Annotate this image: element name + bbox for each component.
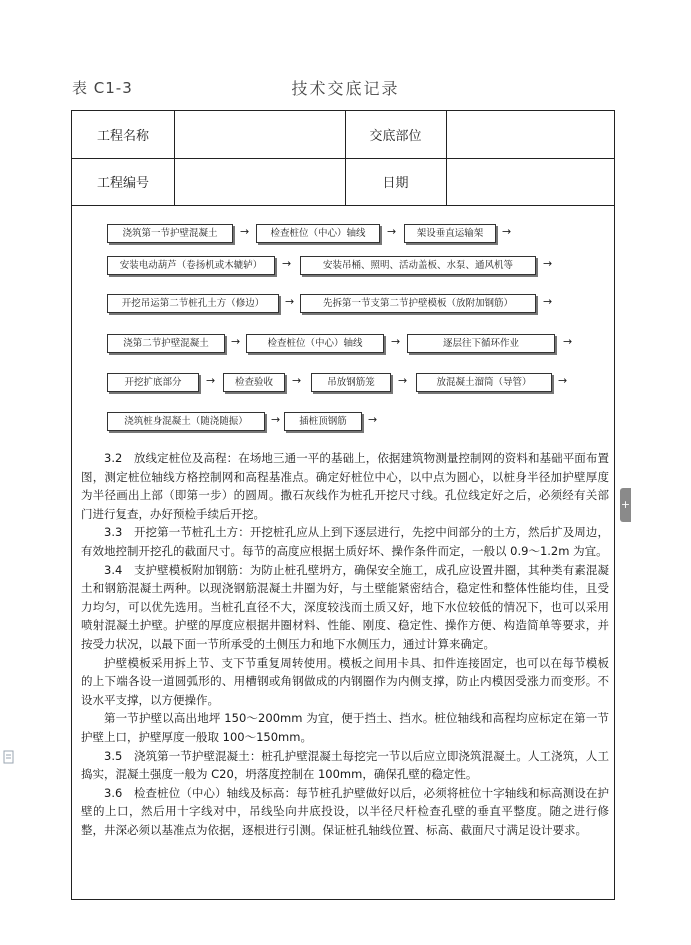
flow-arrow-icon: →	[398, 374, 408, 387]
paragraph-first-ring: 第一节护壁以高出地坪 150～200mm 为宜，便于挡土、挡水。桩位轴线和高程均应标定在第一节护壁上口，护壁厚度一般取 100～150mm。	[81, 711, 609, 744]
flow-arrow-icon: →	[282, 257, 292, 270]
flow-step: 浇筑桩身混凝土（随浇随振）	[107, 412, 265, 431]
flow-step: 放混凝土溜筒（导管）	[416, 373, 552, 392]
flow-step: 插桩顶钢筋	[284, 412, 362, 431]
flow-step: 安装吊桶、照明、活动盖板、水泵、通风机等	[300, 256, 536, 275]
flow-arrow-icon: →	[563, 335, 573, 348]
flow-arrow-icon: →	[387, 225, 397, 238]
flow-step: 浇第二节护壁混凝土	[107, 334, 225, 353]
flow-step: 安装电动葫芦（卷扬机或木辘轳）	[107, 256, 275, 275]
flow-step: 检查桩位（中心）轴线	[256, 224, 380, 243]
flow-arrow-icon: →	[502, 225, 512, 238]
project-name-label: 工程名称	[96, 129, 149, 144]
paragraph-3-6: 3.6 检查桩位（中心）轴线及标高：每节桩孔护壁做好以后，必须将桩位十字轴线和标高测设在护壁的上口，然后用十字线对中，吊线坠向井底投设，以半径尺杆检查孔壁的垂直平整度。随之进行修整，井深必须以基准点为依据，逐根进行引测。保证桩孔轴线位置、标高、截面尺寸满足设计要求。	[81, 785, 609, 837]
handover-content	[81, 449, 609, 839]
flow-step: 架设垂直运输架	[404, 224, 496, 243]
paragraph-3-3: 3.3 开挖第一节桩孔土方：开挖桩孔应从上到下逐层进行，先挖中间部分的土方，然后扩及周边，有效地控制开挖孔的截面尺寸。每节的高度应根据土质好坏、操作条件而定，一般以 0.9～1.2m 为宜。	[81, 525, 609, 558]
flow-arrow-icon: →	[543, 295, 553, 308]
form-code: 表 C1-3	[72, 79, 133, 97]
flow-arrow-icon: →	[368, 413, 378, 426]
paragraph-formwork: 护壁模板采用拆上节、支下节重复周转使用。模板之间用卡具、扣件连接固定，也可以在每节模板的上下端各设一道圆弧形的、用槽钢或角钢做成的内钢圈作为内侧支撑，防止内模因受涨力而变形。不设水平支撑，以方便操作。	[81, 655, 609, 707]
flow-arrow-icon: →	[543, 257, 553, 270]
flow-arrow-icon: →	[558, 374, 568, 387]
flow-arrow-icon: →	[206, 374, 216, 387]
flow-step: 吊放钢筋笼	[311, 373, 391, 392]
paragraph-3-4: 3.4 支护壁模板附加钢筋：为防止桩孔壁坍方，确保安全施工，成孔应设置井圈，其种类有素混凝土和钢筋混凝土两种。以现浇钢筋混凝土井圈为好，与土壁能紧密结合，稳定性和整体性能均佳，且受力均匀，可以优先选用。当桩孔直径不大，深度较浅而土质又好，地下水位较低的情况下，也可以采用喷射混凝土护壁。护壁的厚度应根据井圈材料、性能、刚度、稳定性、操作方便、构造简单等要求，并按受力状况，以最下面一节所承受的土侧压力和地下水侧压力，通过计算来确定。	[81, 562, 609, 651]
flow-step: 逐层往下循环作业	[407, 334, 555, 353]
paragraph-3-5: 3.5 浇筑第一节护壁混凝土：桩孔护壁混凝土每挖完一节以后应立即浇筑混凝土。人工浇筑，人工捣实，混凝土强度一般为 C20，坍落度控制在 100mm，确保孔壁的稳定性。	[81, 748, 609, 782]
project-number-label: 工程编号	[96, 176, 149, 191]
page-title: 技术交底记录	[291, 79, 400, 98]
flow-arrow-icon: →	[240, 225, 250, 238]
flow-arrow-icon: →	[285, 295, 295, 308]
flow-step: 检查验收	[223, 373, 285, 392]
flow-arrow-icon: →	[271, 413, 281, 426]
flow-step: 检查桩位（中心）轴线	[246, 334, 384, 353]
flow-arrow-icon: →	[391, 335, 401, 348]
flow-arrow-icon: →	[292, 374, 302, 387]
paragraph-3-2: 3.2 放线定桩位及高程：在场地三通一平的基础上，依据建筑物测量控制网的资料和基础平面布置图，测定桩位轴线方格控制网和高程基准点。确定好桩位中心，以中点为圆心，以桩身半径加护壁厚度为半径画出上部（即第一步）的圆周。撒石灰线作为桩孔开挖尺寸线。孔位线定好之后，必须经有关部门进行复查，办好预检手续后开挖。	[81, 451, 609, 521]
construction-flowchart	[0, 0, 691, 440]
flow-step: 浇筑第一节护壁混凝土	[107, 224, 233, 243]
document-icon[interactable]	[2, 750, 16, 767]
flow-step: 开挖吊运第二节桩孔土方（修边）	[107, 294, 279, 313]
flow-step: 开挖扩底部分	[107, 373, 199, 392]
date-label: 日期	[382, 176, 409, 191]
flow-step: 先拆第一节支第二节护壁模板（放附加钢筋）	[300, 294, 536, 313]
flow-arrow-icon: →	[231, 335, 241, 348]
expand-side-tab[interactable]: +	[620, 488, 631, 522]
handover-part-label: 交底部位	[369, 129, 422, 144]
